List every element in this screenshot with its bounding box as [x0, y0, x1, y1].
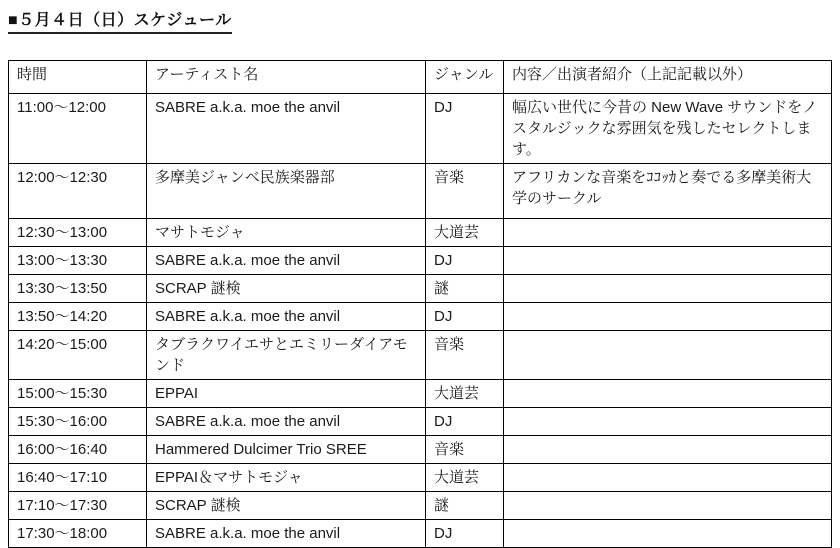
artist-cell: SABRE a.k.a. moe the anvil — [147, 408, 426, 436]
artist-cell: マサトモジャ — [147, 219, 426, 247]
table-row — [9, 408, 832, 436]
schedule-table-body — [9, 94, 832, 548]
description-cell: アフリカンな音楽をｺｺｯｶと奏でる多摩美術大学のサークル — [504, 164, 832, 219]
description-cell — [504, 492, 832, 520]
artist-cell: SABRE a.k.a. moe the anvil — [147, 94, 426, 164]
artist-cell: SABRE a.k.a. moe the anvil — [147, 303, 426, 331]
table-row — [9, 331, 832, 380]
genre-cell: 謎 — [426, 492, 504, 520]
genre-cell: 謎 — [426, 275, 504, 303]
column-header-genre: ジャンル — [426, 61, 504, 94]
time-cell: 15:00～15:30 — [9, 380, 147, 408]
table-row — [9, 380, 832, 408]
genre-cell: DJ — [426, 520, 504, 548]
artist-cell: SABRE a.k.a. moe the anvil — [147, 247, 426, 275]
genre-cell: DJ — [426, 408, 504, 436]
table-row — [9, 464, 832, 492]
description-cell — [504, 303, 832, 331]
artist-cell: SABRE a.k.a. moe the anvil — [147, 520, 426, 548]
time-cell: 12:00～12:30 — [9, 164, 147, 219]
genre-cell: 音楽 — [426, 436, 504, 464]
genre-cell: 音楽 — [426, 164, 504, 219]
time-cell: 13:50～14:20 — [9, 303, 147, 331]
table-row — [9, 164, 832, 219]
page-title: ■５月４日（日）スケジュール — [8, 7, 232, 34]
description-cell — [504, 331, 832, 380]
column-header-description: 内容／出演者紹介（上記記載以外） — [504, 61, 832, 94]
description-cell: 幅広い世代に今昔の New Wave サウンドをノスタルジックな雰囲気を残したセレクトします。 — [504, 94, 832, 164]
table-row — [9, 303, 832, 331]
header-row — [9, 61, 832, 94]
description-cell — [504, 380, 832, 408]
genre-cell: DJ — [426, 247, 504, 275]
time-cell: 13:00～13:30 — [9, 247, 147, 275]
description-cell — [504, 247, 832, 275]
description-cell — [504, 520, 832, 548]
schedule-table — [8, 60, 832, 548]
artist-cell: タブラクワイエサとエミリーダイアモンド — [147, 331, 426, 380]
genre-cell: 音楽 — [426, 331, 504, 380]
table-row — [9, 94, 832, 164]
table-row — [9, 219, 832, 247]
table-row — [9, 492, 832, 520]
description-cell — [504, 436, 832, 464]
description-cell — [504, 219, 832, 247]
table-row — [9, 247, 832, 275]
artist-cell: EPPAI＆マサトモジャ — [147, 464, 426, 492]
column-header-artist: アーティスト名 — [147, 61, 426, 94]
table-row — [9, 520, 832, 548]
genre-cell: DJ — [426, 94, 504, 164]
table-row — [9, 436, 832, 464]
time-cell: 11:00～12:00 — [9, 94, 147, 164]
time-cell: 12:30～13:00 — [9, 219, 147, 247]
time-cell: 17:10～17:30 — [9, 492, 147, 520]
time-cell: 16:40～17:10 — [9, 464, 147, 492]
column-header-time: 時間 — [9, 61, 147, 94]
artist-cell: SCRAP 謎検 — [147, 492, 426, 520]
artist-cell: SCRAP 謎検 — [147, 275, 426, 303]
genre-cell: 大道芸 — [426, 464, 504, 492]
time-cell: 15:30～16:00 — [9, 408, 147, 436]
description-cell — [504, 408, 832, 436]
artist-cell: 多摩美ジャンベ民族楽器部 — [147, 164, 426, 219]
time-cell: 13:30～13:50 — [9, 275, 147, 303]
description-cell — [504, 275, 832, 303]
description-cell — [504, 464, 832, 492]
genre-cell: DJ — [426, 303, 504, 331]
time-cell: 16:00～16:40 — [9, 436, 147, 464]
genre-cell: 大道芸 — [426, 380, 504, 408]
artist-cell: Hammered Dulcimer Trio SREE — [147, 436, 426, 464]
time-cell: 14:20～15:00 — [9, 331, 147, 380]
time-cell: 17:30～18:00 — [9, 520, 147, 548]
genre-cell: 大道芸 — [426, 219, 504, 247]
table-row — [9, 275, 832, 303]
artist-cell: EPPAI — [147, 380, 426, 408]
